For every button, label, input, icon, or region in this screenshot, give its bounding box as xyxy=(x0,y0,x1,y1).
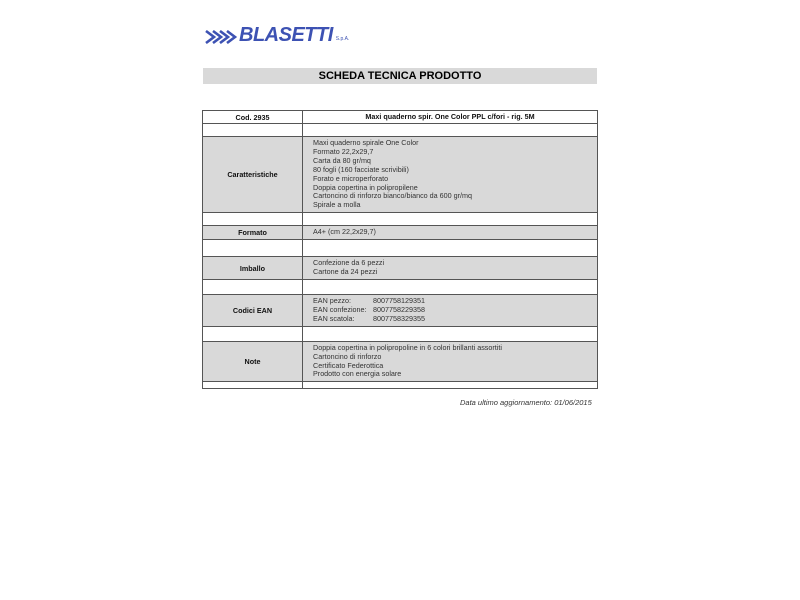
section-values xyxy=(303,295,597,326)
section-label: Codici EAN xyxy=(203,295,303,326)
header-row xyxy=(203,111,597,123)
section-values xyxy=(303,257,597,279)
ean-key: EAN scatola: xyxy=(313,313,355,323)
page-title: SCHEDA TECNICA PRODOTTO xyxy=(318,70,482,82)
list-item: Forato e microperforato xyxy=(313,173,389,183)
section-values xyxy=(303,342,597,382)
logo-suffix: S.p.A. xyxy=(335,36,350,42)
last-update-date: Data ultimo aggiornamento: 01/06/2015 xyxy=(460,398,592,407)
section-codici-ean xyxy=(203,294,597,326)
spacer-row xyxy=(203,123,597,136)
list-item: A4+ (cm 22,2x29,7) xyxy=(313,227,376,237)
spacer-row xyxy=(203,279,597,294)
list-item: Spirale a molla xyxy=(313,200,361,210)
section-values xyxy=(303,137,597,212)
spacer-row xyxy=(203,381,597,388)
list-item: Cartoncino di rinforzo xyxy=(313,351,382,361)
section-caratteristiche xyxy=(203,136,597,212)
list-item: Prodotto con energia solare xyxy=(313,369,402,379)
section-formato xyxy=(203,225,597,239)
section-label: Note xyxy=(203,342,303,382)
list-item: Formato 22,2x29,7 xyxy=(313,146,374,156)
list-item: Doppia copertina in polipropilene xyxy=(313,182,418,192)
product-sheet-table xyxy=(202,110,598,389)
section-label: Caratteristiche xyxy=(203,137,303,212)
list-item: Confezione da 6 pezzi xyxy=(313,258,385,268)
ean-value: 8007758129351 xyxy=(373,295,425,305)
list-item: Doppia copertina in polipropoline in 6 colori brillanti assortiti xyxy=(313,342,502,352)
logo-chevrons-icon xyxy=(205,30,239,44)
ean-key: EAN pezzo: xyxy=(313,295,351,305)
list-item: Cartone da 24 pezzi xyxy=(313,267,378,277)
company-logo xyxy=(205,26,349,44)
spacer-row xyxy=(203,212,597,225)
logo-wordmark: BLASETTI xyxy=(239,24,333,46)
ean-key: EAN confezione: xyxy=(313,304,367,314)
section-label: Imballo xyxy=(203,257,303,279)
title-bar xyxy=(203,68,597,84)
spacer-row xyxy=(203,326,597,341)
list-item: Maxi quaderno spirale One Color xyxy=(313,138,419,147)
list-item: Certificato Federottica xyxy=(313,360,384,370)
product-code: Cod. 2935 xyxy=(203,111,303,123)
section-note xyxy=(203,341,597,382)
ean-value: 8007758229358 xyxy=(373,304,425,314)
ean-row xyxy=(313,315,587,324)
product-name: Maxi quaderno spir. One Color PPL c/fori - rig. 5M xyxy=(365,111,535,121)
spacer-row xyxy=(203,239,597,256)
section-imballo xyxy=(203,256,597,279)
list-item: Cartoncino di rinforzo bianco/bianco da 600 gr/mq xyxy=(313,191,473,201)
list-item: Carta da 80 gr/mq xyxy=(313,155,371,165)
list-item: 80 fogli (160 facciate scrivibili) xyxy=(313,164,409,174)
section-label: Formato xyxy=(203,226,303,239)
ean-value: 8007758329355 xyxy=(373,313,425,323)
section-values xyxy=(303,226,597,239)
